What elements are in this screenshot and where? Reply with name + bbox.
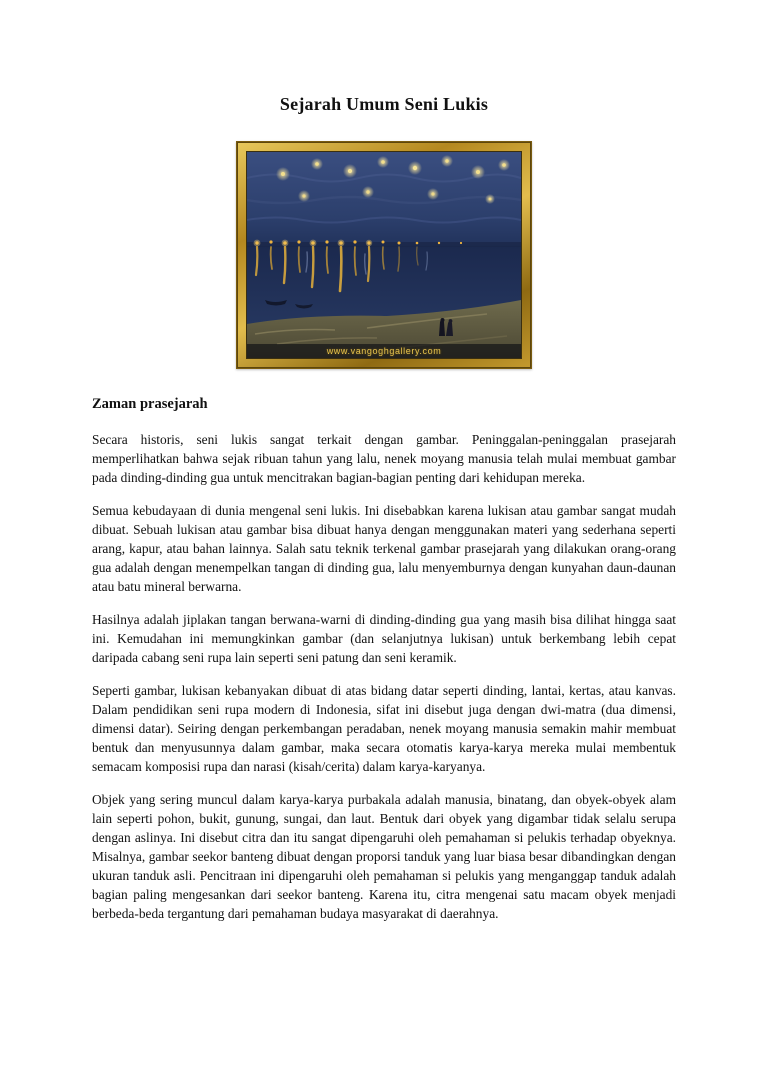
paragraph-4: Seperti gambar, lukisan kebanyakan dibuat di atas bidang datar seperti dinding, lantai, kertas, atau kanvas. Dalam pendidikan seni rupa modern di Indonesia, sifat ini disebut juga dengan dwi-matra (dua dimensi, dimensi datar). Seiring dengan perkembangan peradaban, nenek moyang manusia semakin mahir membuat bentuk dan menyusunnya dalam gambar, maka secara otomatis karya-karya mereka mulai membentuk semacam komposisi rupa dan narasi (kisah/cerita) dalam karya-karyanya.: [92, 683, 676, 774]
starry-night-illustration: [247, 152, 521, 358]
page-title: Sejarah Umum Seni Lukis: [279, 94, 489, 114]
section-heading: Zaman prasejarah: [92, 396, 208, 412]
paragraph-3: Hasilnya adalah jiplakan tangan berwana-warni di dinding-dinding gua yang masih bisa dilihat hingga saat ini. Kemudahan ini memungkinkan gambar (dan selanjutnya lukisan) untuk berkembang lebih cepat daripada cabang seni rupa lain seperti seni patung dan seni keramik.: [92, 612, 676, 665]
watermark-text: www.vangoghgallery.com: [247, 344, 521, 358]
paragraph-2: Semua kebudayaan di dunia mengenal seni lukis. Ini disebabkan karena lukisan atau gambar sangat mudah dibuat. Sebuah lukisan atau gambar bisa dibuat hanya dengan menggunakan materi yang sederhana seperti arang, kapur, atau bahan lainnya. Salah satu teknik terkenal gambar prasejarah yang dilakukan orang-orang gua adalah dengan menempelkan tangan di dinding gua, lalu menyemburnya dengan kunyahan daun-daunan atau batu mineral berwarna.: [92, 503, 676, 594]
paragraph-5: Objek yang sering muncul dalam karya-karya purbakala adalah manusia, binatang, dan obyek-obyek alam lain seperti pohon, bukit, gunung, sungai, dan laut. Bentuk dari obyek yang digambar tidak selalu serupa dengan aslinya. Ini disebut citra dan itu sangat dipengaruhi oleh pemahaman si pelukis terhadap obyeknya. Misalnya, gambar seekor banteng dibuat dengan proporsi tanduk yang luar biasa besar dibandingkan dengan ukuran tanduk asli. Pencitraan ini dipengaruhi oleh pemahaman si pelukis yang menganggap tanduk adalah bagian paling mengesankan dari seekor banteng. Karena itu, citra mengenai satu macam obyek menjadi berbeda-beda tergantung dari pemahaman budaya masyarakat di daerahnya.: [92, 792, 676, 921]
painting-gold-frame: [236, 141, 532, 369]
painting-container: [92, 141, 676, 374]
paragraph-1: Secara historis, seni lukis sangat terkait dengan gambar. Peninggalan-peninggalan prasejarah memperlihatkan bahwa sejak ribuan tahun yang lalu, nenek moyang manusia telah mulai membuat gambar pada dinding-dinding gua untuk mencitrakan bagian-bagian penting dari kehidupan mereka.: [92, 432, 676, 485]
painting-image: [246, 151, 522, 359]
